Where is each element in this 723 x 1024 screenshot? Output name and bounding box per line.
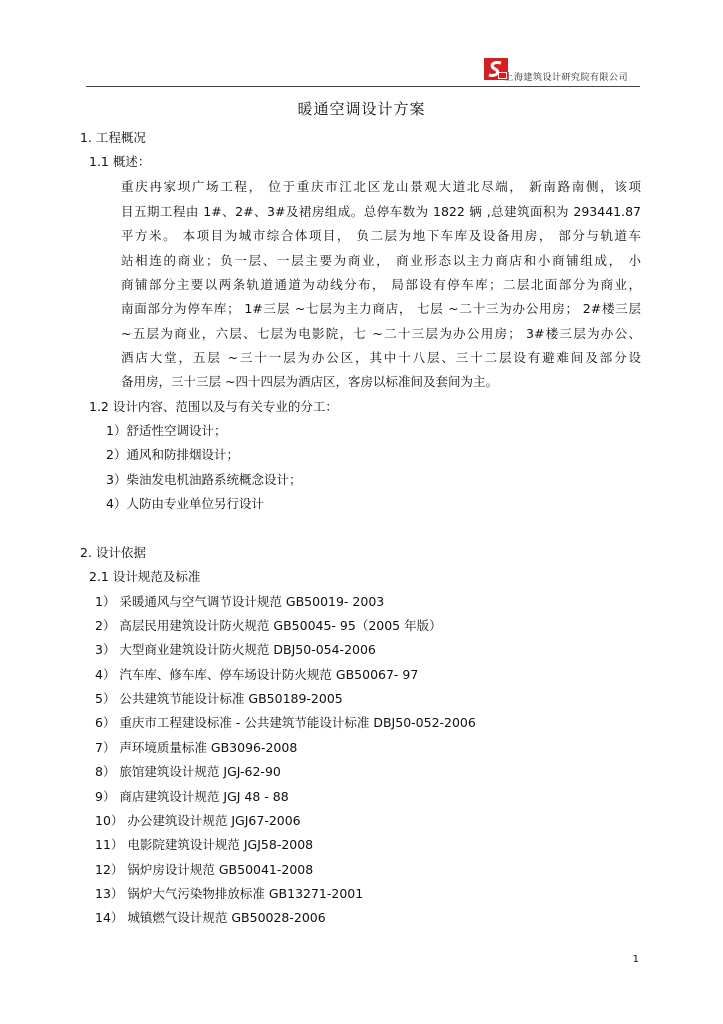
scope-item: 4）人防由专业单位另行设计 bbox=[106, 496, 264, 511]
section-2-heading: 2. 设计依据 bbox=[80, 545, 146, 560]
overview-line: 商铺部分主要以两条轨道通道为动线分布， 局部设有停车库；二层北面部分为商业， bbox=[121, 277, 641, 292]
overview-line: ~五层为商业，六层、七层为电影院，七 ~二十三层为办公用房； 3#楼三层为办公、 bbox=[121, 326, 641, 341]
standard-item: 14） 城镇燃气设计规范 GB50028-2006 bbox=[95, 910, 326, 925]
page-title: 暖通空调设计方案 bbox=[297, 100, 426, 118]
overview-line: 平方米。 本项目为城市综合体项目， 负二层为地下车库及设备用房， 部分与轨道车 bbox=[121, 228, 641, 243]
page-header bbox=[86, 58, 640, 87]
standard-item: 12） 锅炉房设计规范 GB50041-2008 bbox=[95, 862, 314, 877]
standard-item: 3） 大型商业建筑设计防火规范 DBJ50-054-2006 bbox=[95, 642, 376, 657]
standard-item: 6） 重庆市工程建设标准 - 公共建筑节能设计标准 DBJ50-052-2006 bbox=[95, 715, 476, 730]
standard-item: 8） 旅馆建筑设计规范 JGJ-62-90 bbox=[95, 764, 281, 779]
company-name: 上海建筑设计研究院有限公司 bbox=[504, 73, 628, 83]
page-number: 1 bbox=[632, 954, 639, 965]
scope-item: 2）通风和防排烟设计； bbox=[106, 447, 239, 462]
standard-item: 10） 办公建筑设计规范 JGJ67-2006 bbox=[95, 813, 301, 828]
overview-line: 重庆冉家坝广场工程， 位于重庆市江北区龙山景观大道北尽端， 新南路南侧，该项 bbox=[121, 179, 641, 194]
overview-line: 站相连的商业；负一层、一层主要为商业， 商业形态以主力商店和小商铺组成， 小 bbox=[121, 253, 641, 268]
standard-item: 11） 电影院建筑设计规范 JGJ58-2008 bbox=[95, 837, 314, 852]
overview-line: 备用房，三十三层 ~四十四层为酒店区，客房以标准间及套间为主。 bbox=[121, 374, 498, 389]
standard-item: 4） 汽车库、修车库、停车场设计防火规范 GB50067- 97 bbox=[95, 667, 419, 682]
scope-item: 1）舒适性空调设计； bbox=[106, 423, 227, 438]
overview-line: 目五期工程由 1#、2#、3#及裙房组成。总停车数为 1822 辆 ,总建筑面积为 293441.87 bbox=[121, 204, 641, 219]
overview-line: 南面部分为停车库； 1#三层 ~七层为主力商店， 七层 ~二十三为办公用房； 2#楼三层 bbox=[121, 301, 641, 316]
standard-item: 7） 声环境质量标准 GB3096-2008 bbox=[95, 740, 298, 755]
section-1-2-heading: 1.2 设计内容、范围以及与有关专业的分工： bbox=[89, 399, 338, 414]
scope-item: 3）柴油发电机油路系统概念设计； bbox=[106, 472, 302, 487]
standard-item: 9） 商店建筑设计规范 JGJ 48 - 88 bbox=[95, 789, 289, 804]
standard-item: 5） 公共建筑节能设计标准 GB50189-2005 bbox=[95, 691, 343, 706]
section-1-heading: 1. 工程概况 bbox=[80, 130, 146, 145]
standard-item: 1） 采暖通风与空气调节设计规范 GB50019- 2003 bbox=[95, 594, 385, 609]
overview-line: 酒店大堂，五层 ~三十一层为办公区，其中十八层、三十二层设有避难间及部分设 bbox=[121, 350, 641, 365]
section-1-1-heading: 1.1 概述： bbox=[89, 154, 151, 169]
standard-item: 2） 高层民用建筑设计防火规范 GB50045- 95（2005 年版） bbox=[95, 618, 442, 633]
standard-item: 13） 锅炉大气污染物排放标准 GB13271-2001 bbox=[95, 886, 364, 901]
section-2-1-heading: 2.1 设计规范及标准 bbox=[89, 569, 201, 584]
